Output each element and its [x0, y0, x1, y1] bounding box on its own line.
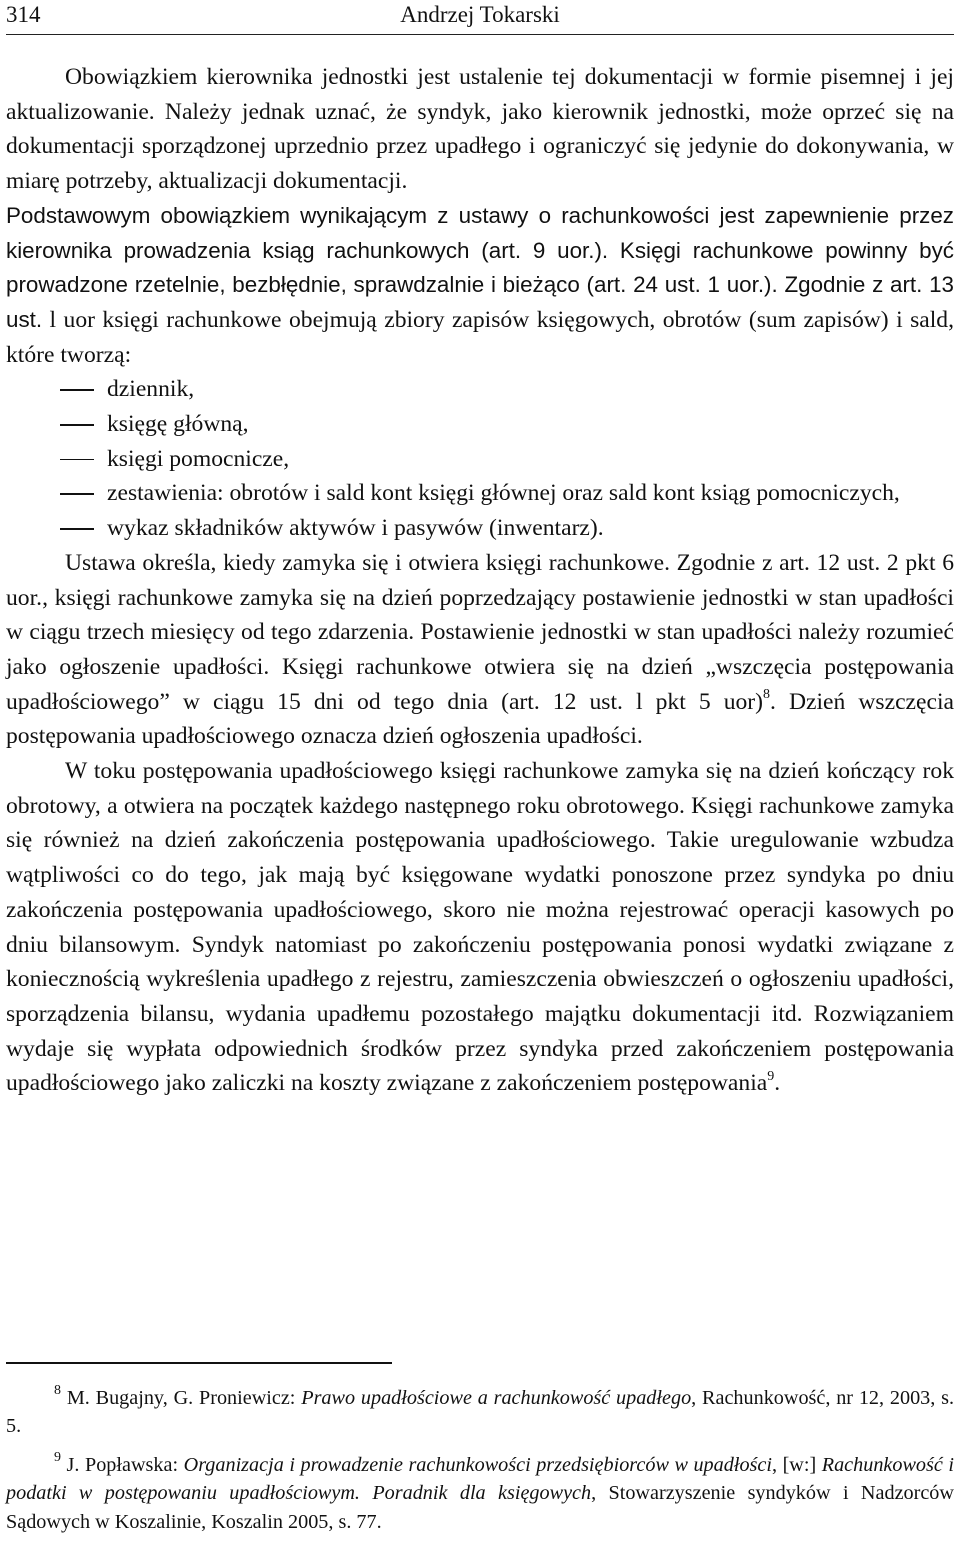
footnote-text: , Stowarzyszenie syndyków i Nadzorców Sądowych w Koszalinie, Koszalin 2005, s. 77. [6, 1482, 954, 1533]
paragraph-3-end: . [774, 1070, 781, 1097]
list-item-text: księgę główną, [107, 411, 249, 438]
dash-bullet [60, 528, 94, 530]
list-item [6, 442, 954, 477]
paragraph-1-text: Obowiązkiem kierownika jednostki jest ustalenie tej dokumentacji w formie pisemnej i jej aktualizowanie. Należy jednak uznać, że syndyk, jako kierownik jednostki, może oprzeć się na dokumentacji sporządzonej uprzednio przez upadłego i ograniczyć się jedynie do dokonywania, w miarę potrzeby, aktualizacji dokumentacji. [6, 64, 954, 195]
dash-bullet [60, 389, 94, 391]
footnote-9 [6, 1451, 954, 1537]
paragraph-3 [6, 754, 954, 1101]
list-item [6, 407, 954, 442]
footnote-marker: 8 [54, 1382, 61, 1398]
footnote-text: , [w:] [771, 1453, 822, 1476]
main-text [6, 60, 954, 1101]
paragraph-2-end: . Dzień wszczęcia postępowania upadłościowego oznacza dzień ogłoszenia upadłości. [6, 688, 955, 750]
paragraph-3-text: W toku postępowania upadłościowego księgi rachunkowe zamyka się na dzień kończący rok obrotowy, a otwiera na początek każdego następnego roku obrotowego. Księgi rachunkowe zamyka się również na dzień zakończenia postępowania upadłościowego. Takie uregulowanie wzbudza wątpliwości co do tego, jak mają być księgowane wydatki ponoszone przez syndyka po dniu zakończenia postępowania upadłościowego, skoro nie można rejestrować operacji kasowych po dniu bilansowym. Syndyk natomiast po zakończeniu postępowania ponosi wydatki związane z koniecznością wykreślenia upadłego z rejestru, zamieszczenia obwieszczeń o ogłoszeniu upadłości, sporządzenia bilansu, wydania upadłemu pozostałego majątku dokumentacji itd. Rozwiązaniem wydaje się wypłata odpowiednich środków przez syndyka przed zakończeniem postępowania upadłościowego jako zaliczki na koszty związane z zakończeniem postępowania [6, 758, 954, 1097]
footnotes [6, 1362, 954, 1546]
running-header [6, 0, 954, 35]
dash-bullet [60, 424, 94, 426]
footnote-text: , Rachunkowość, nr 12, 2003, s. 5. [6, 1386, 955, 1438]
list-item-text: księgi pomocnicze, [107, 445, 290, 472]
footnote-8 [6, 1384, 954, 1441]
footnote-title: Prawo upadłościowe a rachunkowość upadłego [301, 1386, 692, 1409]
list-item [6, 511, 954, 546]
footnote-marker: 9 [54, 1449, 61, 1465]
list-item-text: wykaz składników aktywów i pasywów (inwentarz). [107, 515, 604, 542]
paragraph-1-tail: l uor księgi rachunkowe obejmują zbiory zapisów księgowych, obrotów (sum zapisów) i sald, które tworzą: [6, 306, 954, 368]
paragraph-2-text: Ustawa określa, kiedy zamyka się i otwiera księgi rachunkowe. Zgodnie z art. 12 ust. 2 pkt 6 uor. [6, 549, 954, 611]
running-head-author: Andrzej Tokarski [400, 2, 560, 27]
dash-bullet [60, 459, 94, 461]
ledger-list [6, 372, 954, 546]
list-item-text: zestawienia: obrotów i sald kont księgi głównej oraz sald kont ksiąg pomocniczych, [107, 480, 900, 507]
footnote-rule [6, 1362, 392, 1364]
paragraph-1 [6, 60, 954, 372]
dash-bullet [60, 493, 94, 495]
paragraph-2 [6, 546, 954, 754]
footnote-text: J. Popławska: [66, 1453, 184, 1476]
list-item [6, 372, 954, 407]
paragraph-2-text-cont: , księgi rachunkowe zamyka się na dzień poprzedzający postawienie jednostki w stan upadłości w ciągu trzech miesięcy od tego zdarzenia. Postawienie jednostki w stan upadłości należy rozumieć jako ogłoszenie upadłości. Księgi rachunkowe otwiera się na dzień „wszczęcia postępowania upadłościowego” w ciągu 15 dni od tego dnia (art. 12 ust. l pkt 5 uor) [6, 584, 954, 715]
list-item-text: dziennik, [107, 376, 195, 403]
footnote-text: M. Bugajny, G. Proniewicz: [66, 1386, 302, 1409]
footnote-title: Organizacja i prowadzenie rachunkowości przedsiębiorców w upadłości [183, 1453, 772, 1476]
footnote-ref-9[interactable]: 9 [767, 1068, 775, 1084]
footnote-title: Rachunkowość i podatki w postępowaniu upadłościowym. Poradnik dla księgowych [6, 1453, 954, 1505]
list-item [6, 476, 954, 511]
paragraph-1-sans-text: Podstawowym obowiązkiem wynikającym z ustawy o rachunkowości jest zapewnienie przez kierownika prowadzenia ksiąg rachunkowych (art. 9 uor.). Księgi rachunkowe powinny być prowadzone rzetelnie, bezbłędnie, sprawdzalnie i bieżąco (art. 24 ust. 1 uor.). Zgodnie z art. 13 ust. [6, 202, 954, 332]
footnote-ref-8[interactable]: 8 [763, 686, 771, 702]
book-page [6, 0, 954, 1101]
page-number: 314 [6, 2, 41, 27]
